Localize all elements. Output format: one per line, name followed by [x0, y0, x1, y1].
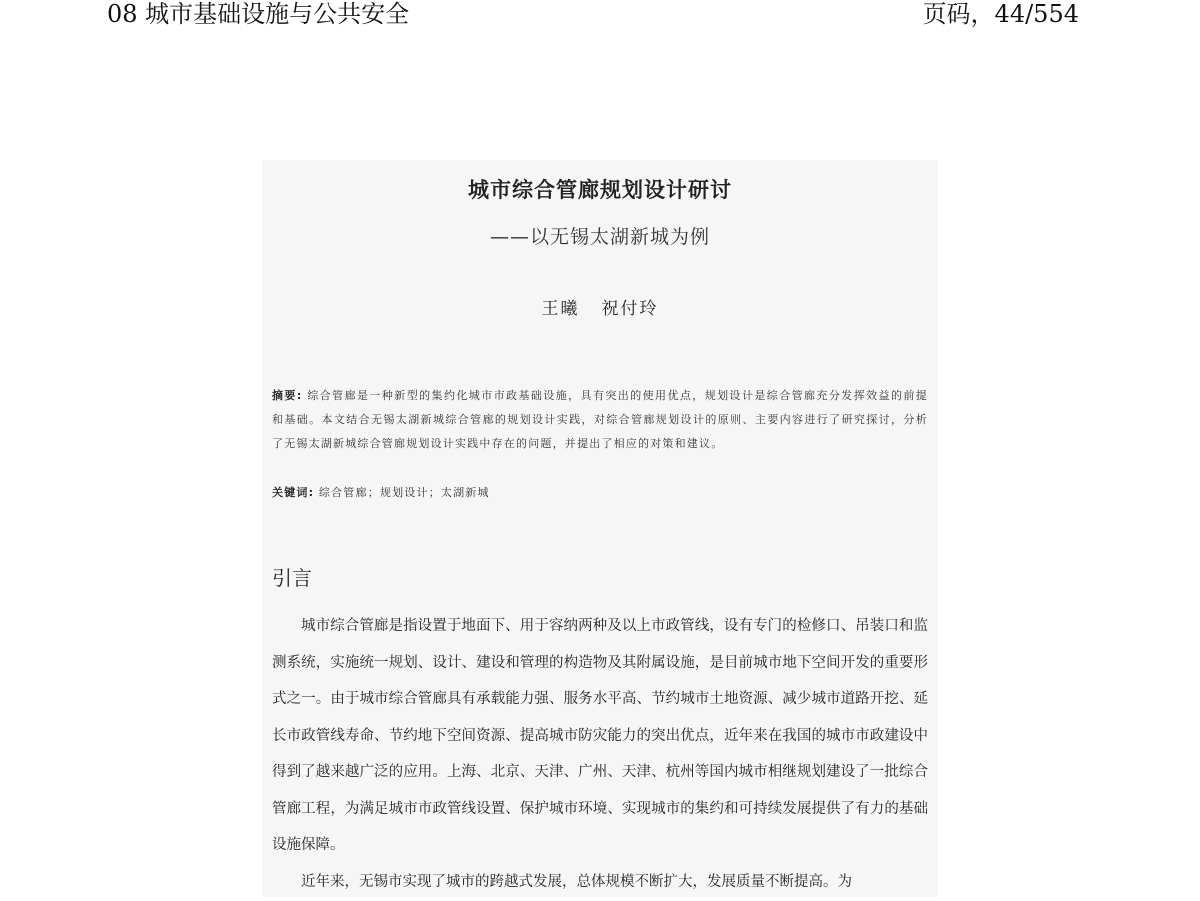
paper-title: 城市综合管廊规划设计研讨 [468, 178, 732, 202]
abstract-label: 摘要: [272, 389, 303, 402]
section-heading-introduction: 引言 [272, 566, 312, 590]
body-paragraph: 近年来，无锡市实现了城市的跨越式发展，总体规模不断扩大，发展质量不断提高。为 [301, 874, 852, 890]
author-2: 祝付玲 [601, 299, 659, 319]
authors [0, 294, 1200, 319]
author-1: 王曦 [541, 299, 580, 319]
abstract [272, 384, 928, 456]
keywords-text: 综合管廊；规划设计；太湖新城 [314, 486, 490, 499]
paper-subtitle: ——以无锡太湖新城为例 [489, 226, 710, 248]
page-number: 页码，44/554 [922, 0, 1079, 28]
keywords [272, 481, 928, 505]
body-paragraph: 城市综合管廊是指设置于地面下、用于容纳两种及以上市政管线，设有专门的检修口、吊装口和监测系统，实施统一规划、设计、建设和管理的构造物及其附属设施，是目前城市地下空间开发的重要形式之一。由于城市综合管廊具有承载能力强、服务水平高、节约城市土地资源、减少城市道路开挖、延长市政管线寿命、节约地下空间资源、提高城市防灾能力的突出优点，近年来在我国的城市市政建设中得到了越来越广泛的应用。上海、北京、天津、广州、天津、杭州等国内城市相继规划建设了一批综合管廊工程，为满足城市市政管线设置、保护城市环境、实现城市的集约和可持续发展提供了有力的基础设施保障。 [272, 618, 928, 853]
keywords-label: 关键词: [272, 486, 315, 499]
section-title: 08 城市基础设施与公共安全 [107, 0, 410, 28]
abstract-text: 综合管廊是一种新型的集约化城市市政基础设施，具有突出的使用优点，规划设计是综合管廊充分发挥效益的前提和基础。本文结合无锡太湖新城综合管廊的规划设计实践，对综合管廊规划设计的原则、主要内容进行了研究探讨，分析了无锡太湖新城综合管廊规划设计实践中存在的问题，并提出了相应的对策和建议。 [272, 389, 928, 450]
